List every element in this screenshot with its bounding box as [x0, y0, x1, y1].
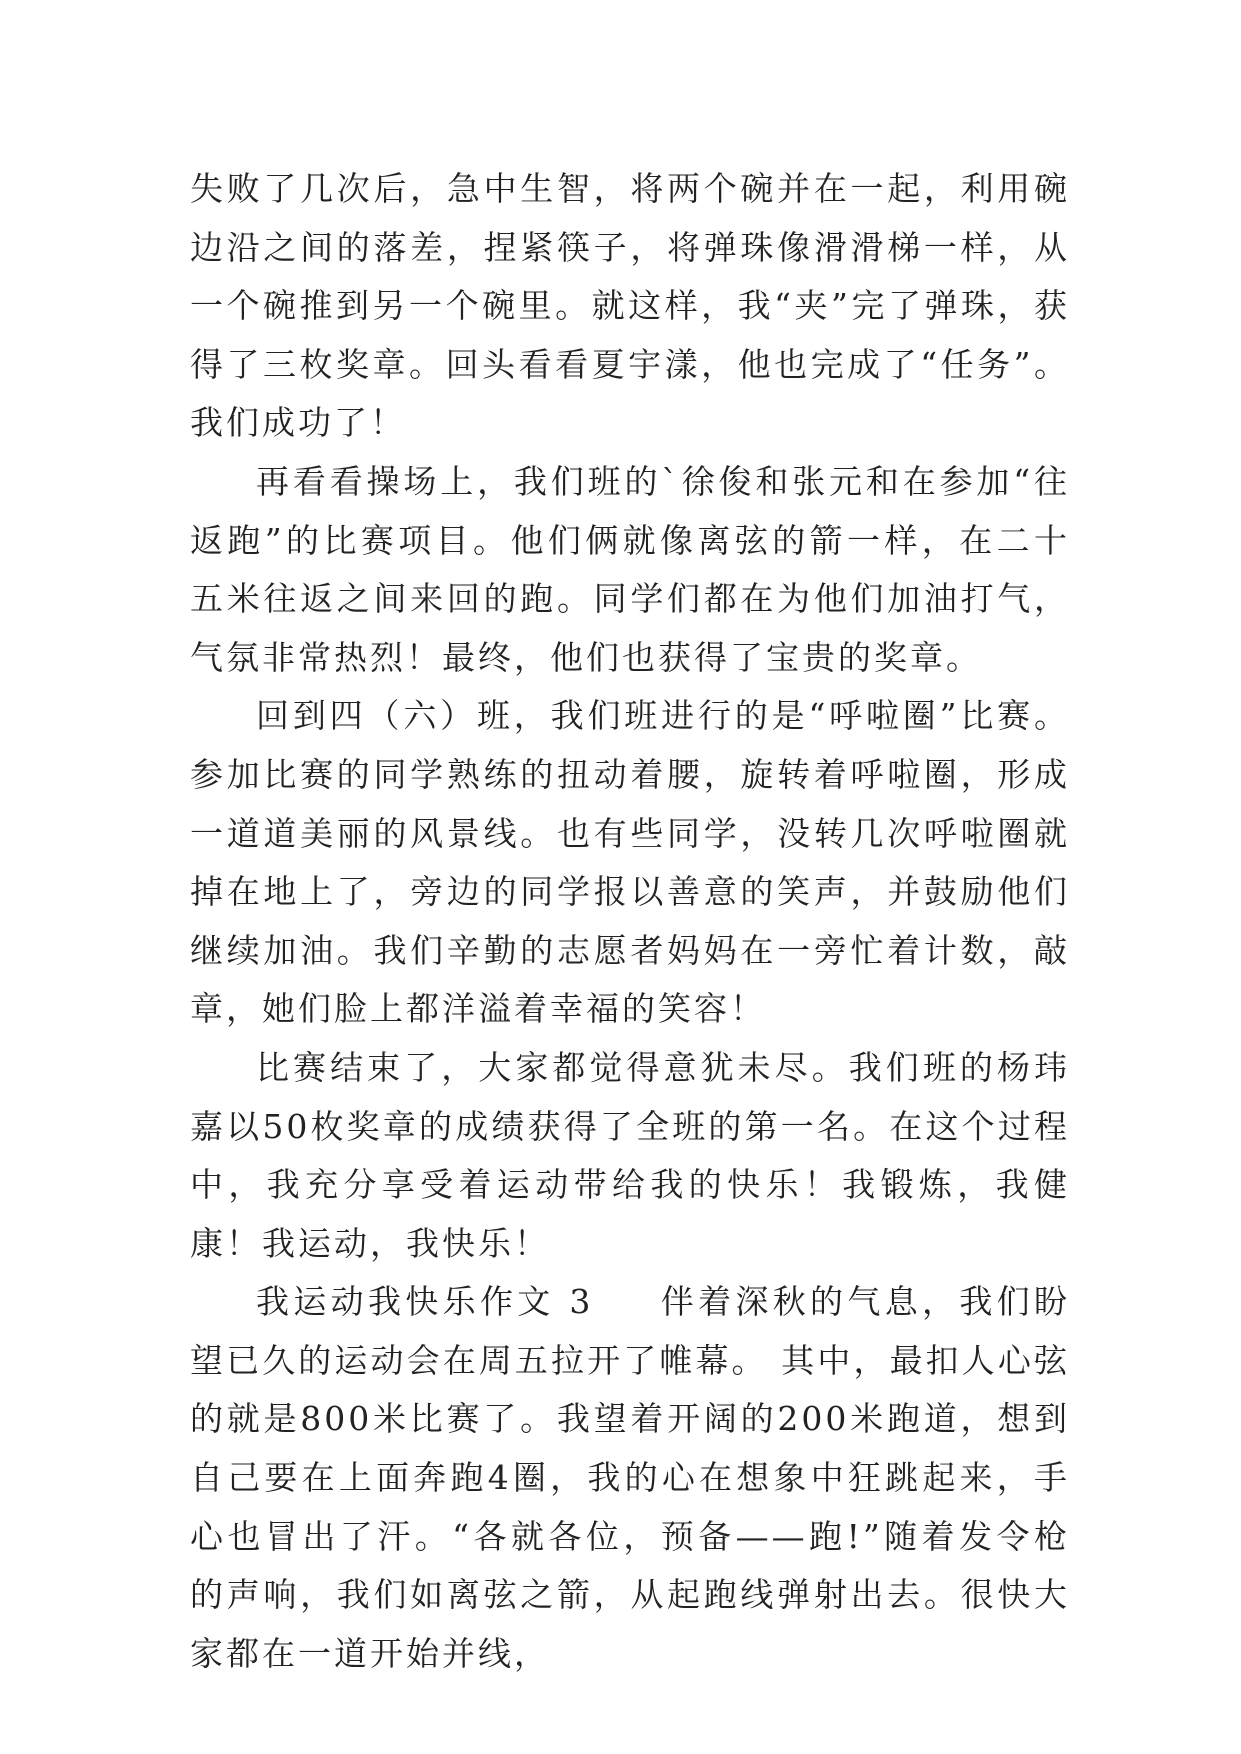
paragraph-1: 失败了几次后，急中生智，将两个碗并在一起，利用碗边沿之间的落差，捏紧筷子，将弹珠像滑滑梯一样，从一个碗推到另一个碗里。就这样，我“夹”完了弹珠，获得了三枚奖章。回头看看夏宇漾，他也完成了“任务”。我们成功了！ — [190, 169, 1070, 443]
paragraph-essay-3 — [190, 1273, 1070, 1683]
paragraph-2: 再看看操场上，我们班的`徐俊和张元和在参加“往返跑”的比赛项目。他们俩就像离弦的箭一样，在二十五米往返之间来回的跑。同学们都在为他们加油打气，气氛非常热烈！最终，他们也获得了宝贵的奖章。 — [190, 461, 1070, 677]
paragraph-4: 比赛结束了，大家都觉得意犹未尽。我们班的杨玮嘉以50枚奖章的成绩获得了全班的第一名。在这个过程中，我充分享受着运动带给我的快乐！我锻炼，我健康！我运动，我快乐！ — [190, 1047, 1070, 1263]
paragraph-3: 回到四（六）班，我们班进行的是“呼啦圈”比赛。参加比赛的同学熟练的扭动着腰，旋转着呼啦圈，形成一道道美丽的风景线。也有些同学，没转几次呼啦圈就掉在地上了，旁边的同学报以善意的笑声，并鼓励他们继续加油。我们辛勤的志愿者妈妈在一旁忙着计数，敲章，她们脸上都洋溢着幸福的笑容！ — [190, 696, 1070, 1029]
essay-3-heading: 我运动我快乐作文 3 — [256, 1282, 594, 1322]
essay-3-body: 伴着深秋的气息，我们盼望已久的运动会在周五拉开了帷幕。 其中，最扣人心弦的就是800米比赛了。我望着开阔的200米跑道，想到自己要在上面奔跑4圈，我的心在想象中狂跳起来，手心也冒出了汗。“各就各位，预备——跑!”随着发令枪的声响，我们如离弦之箭，从起跑线弹射出去。很快大家都在一道开始并线， — [190, 1282, 1070, 1673]
essay-text — [190, 160, 1070, 1683]
